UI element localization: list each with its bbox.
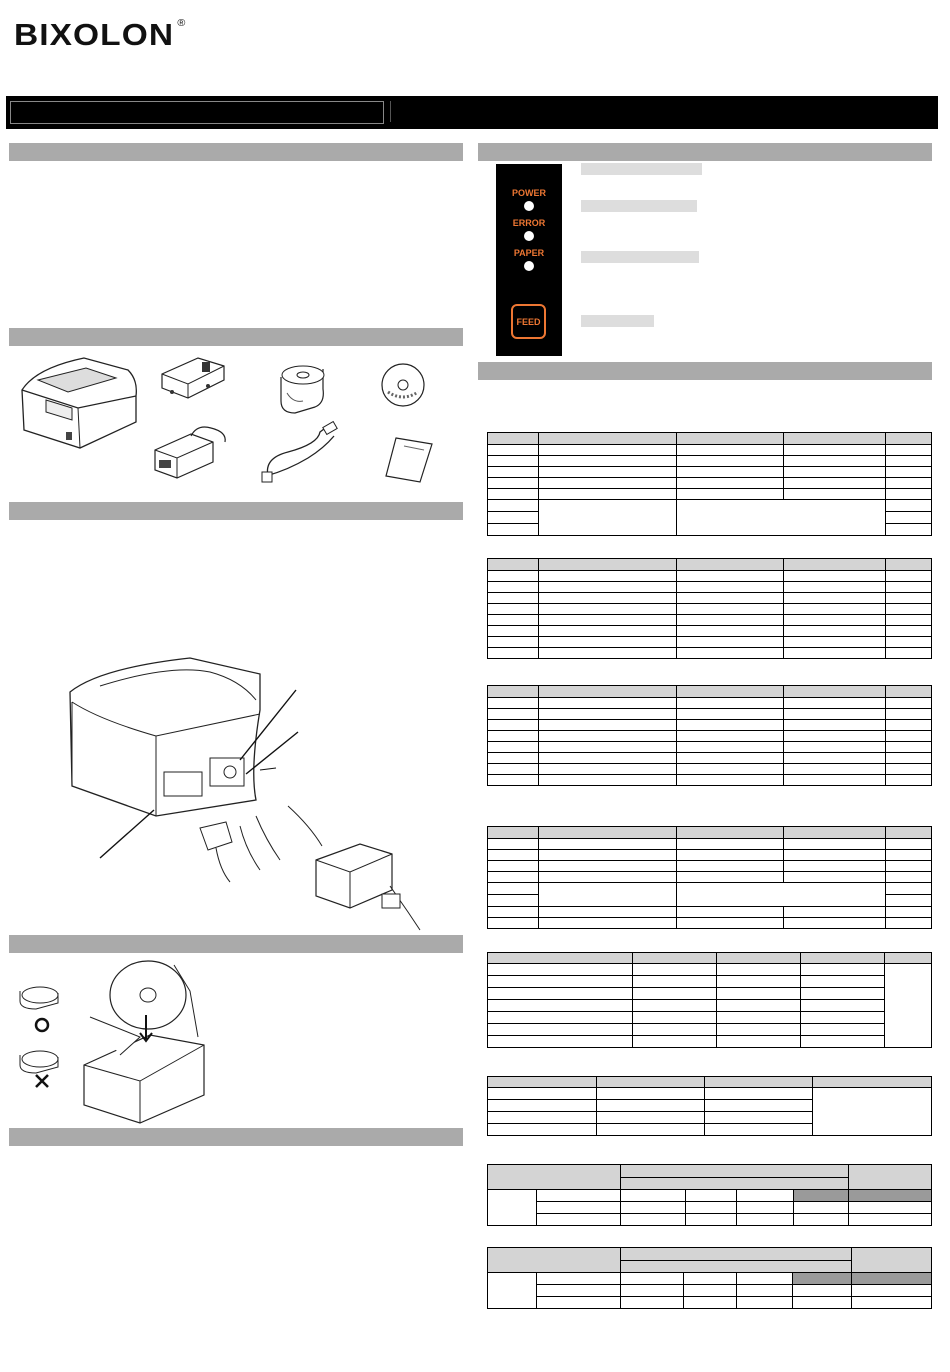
printer-rear-connection-illustration (60, 650, 430, 935)
power-led (524, 201, 534, 211)
paper-label: PAPER (513, 248, 545, 258)
paper-led (524, 261, 534, 271)
title-box-right (390, 101, 937, 122)
section-header-left-4 (9, 935, 463, 953)
bixolon-logo (14, 17, 186, 53)
dip-switch-table-1 (487, 432, 932, 536)
manual-illustration (384, 434, 436, 486)
section-header-right-1 (478, 143, 932, 161)
settings-table-5 (487, 952, 932, 1048)
section-header-right-2 (478, 362, 932, 380)
feed-button[interactable]: FEED (511, 304, 546, 339)
power-adapter-illustration (151, 420, 231, 482)
feed-heading-bar (581, 315, 654, 327)
paper-roll-illustration (273, 363, 331, 415)
power-label: POWER (511, 188, 546, 198)
cover-illustration (158, 352, 230, 402)
section-header-left-2 (9, 328, 463, 346)
paper-loading-illustration (80, 945, 210, 1125)
paper-heading-bar (581, 251, 699, 263)
power-cord-illustration (258, 418, 342, 486)
title-box-left (10, 101, 384, 124)
error-heading-bar (581, 200, 697, 212)
settings-table-6 (487, 1076, 932, 1136)
registered-mark: ® (177, 17, 187, 29)
cd-illustration (380, 362, 426, 408)
printer-illustration (16, 350, 141, 455)
settings-table-7 (487, 1164, 932, 1226)
logo-text: BIXOLON (14, 17, 175, 52)
section-header-left-1 (9, 143, 463, 161)
title-bar (6, 96, 938, 129)
control-panel (496, 164, 562, 356)
error-led (524, 231, 534, 241)
section-header-left-3 (9, 502, 463, 520)
settings-table-8 (487, 1247, 932, 1309)
dip-switch-table-2 (487, 558, 932, 659)
power-heading-bar (581, 163, 702, 175)
dip-switch-table-3 (487, 685, 932, 786)
section-header-left-5 (9, 1128, 463, 1146)
roll-orientation-illustration (14, 955, 64, 1085)
dip-switch-table-4 (487, 826, 932, 929)
error-label: ERROR (512, 218, 546, 228)
